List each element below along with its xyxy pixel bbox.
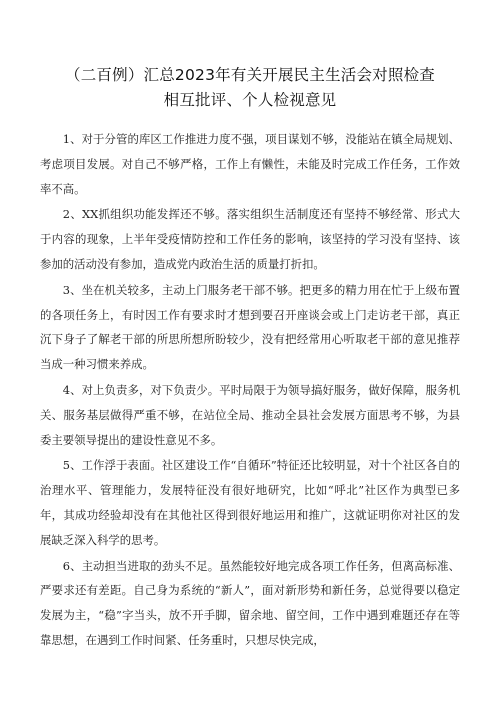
paragraph-1: 1、对于分管的库区工作推进力度不强，项目谋划不够，没能站在镇全局规划、考虑项目发展。对自己不够严格，工作上有懒性，未能及时完成工作任务，工作效率不高。 [40,132,460,196]
paragraph-6: 6、主动担当进取的劲头不足。虽然能较好地完成各项工作任务，但离高标准、严要求还有差距。自己身为系统的“新人”，面对新形势和新任务，总觉得要以稳定发展为主，“稳”字当头，放不开手脚，留余地、留空间，工作中遇到难题还存在等靠思想，在遇到工作时间紧、任务重时，只想尽快完成， [40,558,460,647]
document-body [40,127,460,654]
paragraph-2: 2、XX抓组织功能发挥还不够。落实组织生活制度还有坚持不够经常、形式大于内容的现象，上半年受疫情防控和工作任务的影响，该坚持的学习没有坚持、该参加的活动没有参加，造成党内政治生活的质量打折扣。 [40,207,460,271]
paragraph-5: 5、工作浮于表面。社区建设工作“自循环”特征还比较明显，对十个社区各自的治理水平、管理能力，发展特征没有很好地研究，比如“呼北”社区作为典型已多年，其成功经验却没有在其他社区得到很好地运用和推广，这就证明你对社区的发展缺乏深入科学的思考。 [40,458,460,547]
paragraph-4: 4、对上负责多，对下负责少。平时局限于为领导搞好服务，做好保障，服务机关、服务基层做得严重不够，在站位全局、推动全县社会发展方面思考不够，为县委主要领导提出的建设性意见不多。 [40,382,460,447]
title-line-1: （二百例）汇总2023年有关开展民主生活会对照检查 [65,66,435,84]
document-title [40,63,460,113]
title-line-2: 相互批评、个人检视意见 [163,91,337,109]
paragraph-3: 3、坐在机关较多，主动上门服务老干部不够。把更多的精力用在忙于上级布置的各项任务上，有时因工作有要求时才想到要召开座谈会或上门走访老干部，真正沉下身子了解老干部的所思所想所盼较少，没有把经常用心听取老干部的意见推荐当成一种习惯来养成。 [40,282,460,372]
